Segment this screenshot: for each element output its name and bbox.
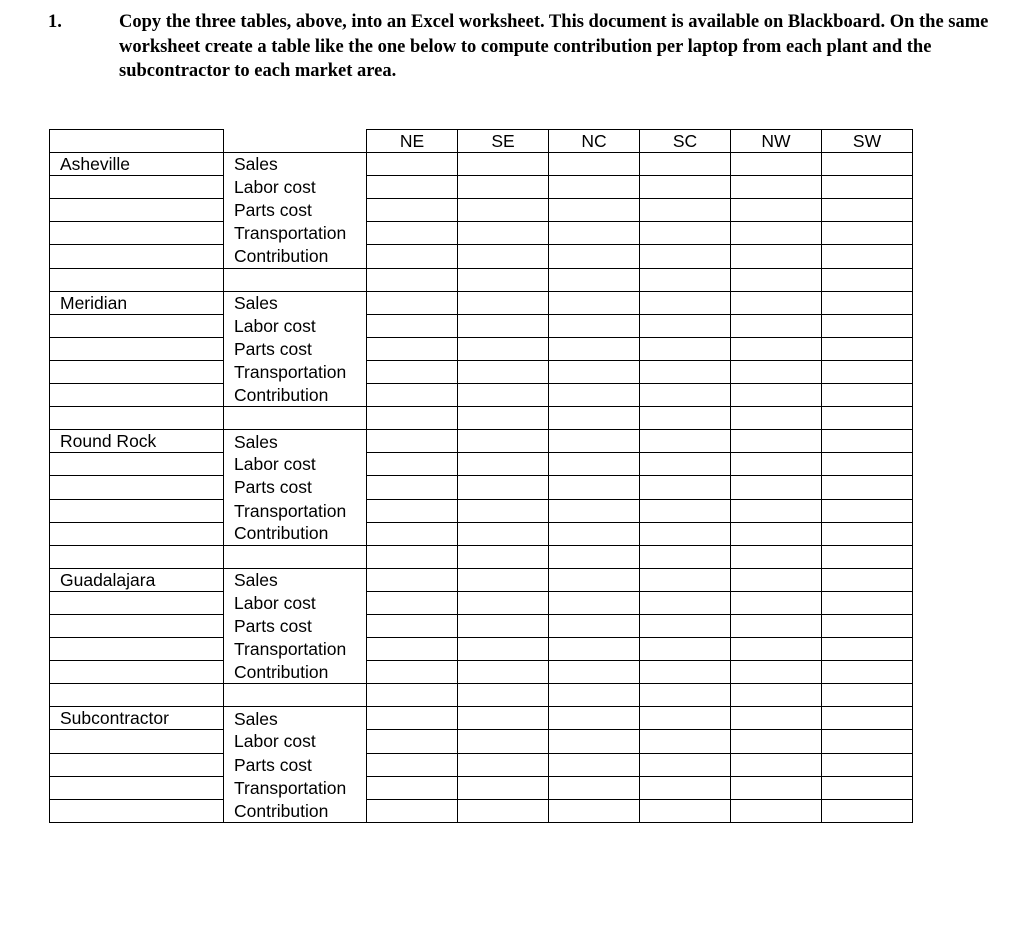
value-cell (458, 384, 549, 407)
value-cell (731, 430, 822, 453)
value-cell (549, 476, 640, 499)
value-cell (458, 684, 549, 707)
spacer-row (50, 268, 913, 291)
value-cell (458, 707, 549, 730)
value-cell (367, 199, 458, 222)
value-cell (640, 476, 731, 499)
value-cell (458, 476, 549, 499)
value-cell (549, 684, 640, 707)
value-cell (549, 153, 640, 176)
value-cell (731, 453, 822, 476)
value-cell (367, 753, 458, 776)
metric-blank-cell (224, 407, 367, 430)
value-cell (549, 638, 640, 661)
value-cell (458, 799, 549, 822)
metric-label: Sales (224, 430, 367, 453)
table-row (50, 222, 913, 245)
value-cell (731, 268, 822, 291)
spacer-row (50, 545, 913, 568)
value-cell (458, 638, 549, 661)
source-blank-cell (50, 360, 224, 383)
metric-label: Parts cost (224, 337, 367, 360)
value-cell (822, 684, 913, 707)
value-cell (458, 568, 549, 591)
value-cell (822, 268, 913, 291)
value-cell (458, 268, 549, 291)
value-cell (822, 245, 913, 268)
source-blank-cell (50, 384, 224, 407)
value-cell (640, 776, 731, 799)
value-cell (822, 291, 913, 314)
value-cell (731, 337, 822, 360)
value-cell (640, 568, 731, 591)
source-blank-cell (50, 314, 224, 337)
value-cell (458, 453, 549, 476)
value-cell (731, 176, 822, 199)
value-cell (367, 568, 458, 591)
source-blank-cell (50, 476, 224, 499)
value-cell (549, 568, 640, 591)
value-cell (640, 153, 731, 176)
value-cell (640, 684, 731, 707)
value-cell (458, 360, 549, 383)
value-cell (640, 384, 731, 407)
value-cell (731, 707, 822, 730)
value-cell (822, 730, 913, 753)
value-cell (458, 499, 549, 522)
value-cell (458, 314, 549, 337)
value-cell (367, 661, 458, 684)
value-cell (640, 707, 731, 730)
source-blank-cell (50, 730, 224, 753)
table-row (50, 476, 913, 499)
value-cell (640, 337, 731, 360)
value-cell (822, 360, 913, 383)
source-blank-cell (50, 545, 224, 568)
table-row (50, 245, 913, 268)
value-cell (822, 337, 913, 360)
value-cell (367, 337, 458, 360)
value-cell (822, 314, 913, 337)
value-cell (731, 499, 822, 522)
table-row (50, 291, 913, 314)
value-cell (458, 222, 549, 245)
metric-label: Parts cost (224, 476, 367, 499)
value-cell (822, 153, 913, 176)
value-cell (549, 453, 640, 476)
value-cell (640, 730, 731, 753)
table-row (50, 661, 913, 684)
table-row (50, 499, 913, 522)
value-cell (549, 661, 640, 684)
source-blank-cell (50, 591, 224, 614)
value-cell (367, 799, 458, 822)
table-row (50, 430, 913, 453)
table-row (50, 360, 913, 383)
metric-label: Labor cost (224, 453, 367, 476)
value-cell (549, 384, 640, 407)
metric-blank-cell (224, 268, 367, 291)
value-cell (458, 199, 549, 222)
value-cell (367, 314, 458, 337)
value-cell (549, 222, 640, 245)
value-cell (822, 707, 913, 730)
value-cell (822, 614, 913, 637)
value-cell (458, 614, 549, 637)
table-row (50, 199, 913, 222)
metric-label: Contribution (224, 384, 367, 407)
contribution-table (49, 129, 913, 823)
metric-label: Labor cost (224, 176, 367, 199)
value-cell (731, 614, 822, 637)
source-blank-cell (50, 245, 224, 268)
value-cell (549, 707, 640, 730)
table-row (50, 522, 913, 545)
table-row (50, 614, 913, 637)
source-label: Asheville (50, 153, 224, 176)
spacer-row (50, 684, 913, 707)
metric-blank-cell (224, 684, 367, 707)
value-cell (458, 776, 549, 799)
value-cell (640, 407, 731, 430)
value-cell (731, 153, 822, 176)
metric-label: Labor cost (224, 591, 367, 614)
source-blank-cell (50, 199, 224, 222)
value-cell (458, 753, 549, 776)
value-cell (549, 776, 640, 799)
value-cell (822, 176, 913, 199)
value-cell (367, 430, 458, 453)
table-row (50, 384, 913, 407)
value-cell (822, 407, 913, 430)
source-label: Round Rock (50, 430, 224, 453)
metric-label: Sales (224, 568, 367, 591)
value-cell (367, 545, 458, 568)
metric-label: Labor cost (224, 314, 367, 337)
value-cell (549, 291, 640, 314)
value-cell (458, 176, 549, 199)
value-cell (549, 268, 640, 291)
value-cell (640, 245, 731, 268)
table-row (50, 568, 913, 591)
header-blank-metric (224, 130, 367, 153)
source-blank-cell (50, 337, 224, 360)
value-cell (731, 776, 822, 799)
metric-label: Transportation (224, 222, 367, 245)
value-cell (822, 453, 913, 476)
source-label: Guadalajara (50, 568, 224, 591)
value-cell (458, 245, 549, 268)
metric-label: Sales (224, 707, 367, 730)
header-market-nc: NC (549, 130, 640, 153)
source-blank-cell (50, 176, 224, 199)
header-blank-plant (50, 130, 224, 153)
source-blank-cell (50, 268, 224, 291)
value-cell (549, 314, 640, 337)
value-cell (822, 199, 913, 222)
value-cell (822, 776, 913, 799)
value-cell (458, 337, 549, 360)
value-cell (731, 545, 822, 568)
value-cell (822, 568, 913, 591)
value-cell (640, 176, 731, 199)
value-cell (822, 222, 913, 245)
value-cell (549, 753, 640, 776)
value-cell (367, 360, 458, 383)
instruction-text: Copy the three tables, above, into an Excel worksheet. This document is available on Blackboard. On the same worksheet create a table like the one below to compute contribution per laptop from each plant and the subcontractor to each market area. (119, 12, 989, 81)
value-cell (367, 522, 458, 545)
metric-label: Parts cost (224, 199, 367, 222)
value-cell (367, 476, 458, 499)
value-cell (458, 661, 549, 684)
value-cell (640, 314, 731, 337)
value-cell (458, 291, 549, 314)
source-blank-cell (50, 522, 224, 545)
value-cell (367, 591, 458, 614)
header-row (50, 130, 913, 153)
value-cell (367, 153, 458, 176)
instruction-number: 1. (48, 12, 62, 32)
table-row (50, 591, 913, 614)
value-cell (549, 545, 640, 568)
value-cell (367, 176, 458, 199)
value-cell (640, 430, 731, 453)
source-blank-cell (50, 222, 224, 245)
table-row (50, 176, 913, 199)
value-cell (458, 153, 549, 176)
value-cell (731, 384, 822, 407)
value-cell (367, 291, 458, 314)
value-cell (458, 730, 549, 753)
metric-label: Transportation (224, 776, 367, 799)
value-cell (822, 545, 913, 568)
value-cell (367, 245, 458, 268)
value-cell (549, 430, 640, 453)
value-cell (367, 684, 458, 707)
source-blank-cell (50, 661, 224, 684)
value-cell (367, 222, 458, 245)
value-cell (640, 591, 731, 614)
value-cell (731, 638, 822, 661)
value-cell (731, 291, 822, 314)
value-cell (731, 360, 822, 383)
value-cell (367, 499, 458, 522)
value-cell (367, 707, 458, 730)
table-row (50, 730, 913, 753)
table-row (50, 638, 913, 661)
value-cell (731, 222, 822, 245)
spacer-row (50, 407, 913, 430)
source-blank-cell (50, 614, 224, 637)
value-cell (640, 291, 731, 314)
value-cell (731, 684, 822, 707)
value-cell (458, 591, 549, 614)
source-label: Meridian (50, 291, 224, 314)
value-cell (367, 453, 458, 476)
value-cell (367, 407, 458, 430)
table-row (50, 314, 913, 337)
value-cell (731, 476, 822, 499)
value-cell (731, 730, 822, 753)
value-cell (549, 176, 640, 199)
metric-label: Contribution (224, 799, 367, 822)
table-row (50, 337, 913, 360)
table-row (50, 799, 913, 822)
value-cell (367, 384, 458, 407)
value-cell (640, 638, 731, 661)
value-cell (731, 314, 822, 337)
value-cell (640, 360, 731, 383)
value-cell (640, 222, 731, 245)
value-cell (731, 407, 822, 430)
value-cell (640, 199, 731, 222)
value-cell (367, 638, 458, 661)
value-cell (549, 245, 640, 268)
value-cell (640, 799, 731, 822)
value-cell (640, 614, 731, 637)
value-cell (822, 753, 913, 776)
value-cell (731, 245, 822, 268)
value-cell (822, 799, 913, 822)
header-market-se: SE (458, 130, 549, 153)
value-cell (367, 614, 458, 637)
value-cell (549, 360, 640, 383)
value-cell (367, 776, 458, 799)
value-cell (822, 591, 913, 614)
value-cell (822, 430, 913, 453)
value-cell (549, 337, 640, 360)
metric-label: Parts cost (224, 614, 367, 637)
value-cell (640, 453, 731, 476)
metric-label: Parts cost (224, 753, 367, 776)
source-blank-cell (50, 453, 224, 476)
metric-label: Sales (224, 291, 367, 314)
value-cell (731, 661, 822, 684)
table-row (50, 153, 913, 176)
value-cell (458, 430, 549, 453)
header-market-sc: SC (640, 130, 731, 153)
value-cell (731, 199, 822, 222)
source-blank-cell (50, 638, 224, 661)
source-blank-cell (50, 753, 224, 776)
value-cell (549, 591, 640, 614)
value-cell (822, 638, 913, 661)
table-row (50, 453, 913, 476)
metric-label: Transportation (224, 360, 367, 383)
value-cell (549, 407, 640, 430)
header-market-sw: SW (822, 130, 913, 153)
value-cell (367, 730, 458, 753)
value-cell (822, 661, 913, 684)
value-cell (640, 499, 731, 522)
value-cell (458, 522, 549, 545)
metric-label: Transportation (224, 499, 367, 522)
value-cell (549, 522, 640, 545)
source-blank-cell (50, 499, 224, 522)
value-cell (731, 753, 822, 776)
source-blank-cell (50, 799, 224, 822)
metric-blank-cell (224, 545, 367, 568)
value-cell (458, 545, 549, 568)
header-market-nw: NW (731, 130, 822, 153)
value-cell (822, 522, 913, 545)
source-label: Subcontractor (50, 707, 224, 730)
value-cell (731, 799, 822, 822)
value-cell (731, 591, 822, 614)
metric-label: Sales (224, 153, 367, 176)
value-cell (458, 407, 549, 430)
value-cell (822, 499, 913, 522)
value-cell (549, 730, 640, 753)
table-row (50, 707, 913, 730)
value-cell (822, 476, 913, 499)
value-cell (549, 614, 640, 637)
header-market-ne: NE (367, 130, 458, 153)
table-row (50, 776, 913, 799)
value-cell (640, 522, 731, 545)
source-blank-cell (50, 407, 224, 430)
source-blank-cell (50, 684, 224, 707)
metric-label: Contribution (224, 522, 367, 545)
value-cell (822, 384, 913, 407)
value-cell (640, 661, 731, 684)
metric-label: Contribution (224, 661, 367, 684)
source-blank-cell (50, 776, 224, 799)
value-cell (640, 753, 731, 776)
value-cell (549, 199, 640, 222)
value-cell (549, 499, 640, 522)
table-row (50, 753, 913, 776)
metric-label: Transportation (224, 638, 367, 661)
value-cell (731, 568, 822, 591)
value-cell (367, 268, 458, 291)
metric-label: Contribution (224, 245, 367, 268)
metric-label: Labor cost (224, 730, 367, 753)
value-cell (640, 545, 731, 568)
value-cell (549, 799, 640, 822)
value-cell (640, 268, 731, 291)
value-cell (731, 522, 822, 545)
